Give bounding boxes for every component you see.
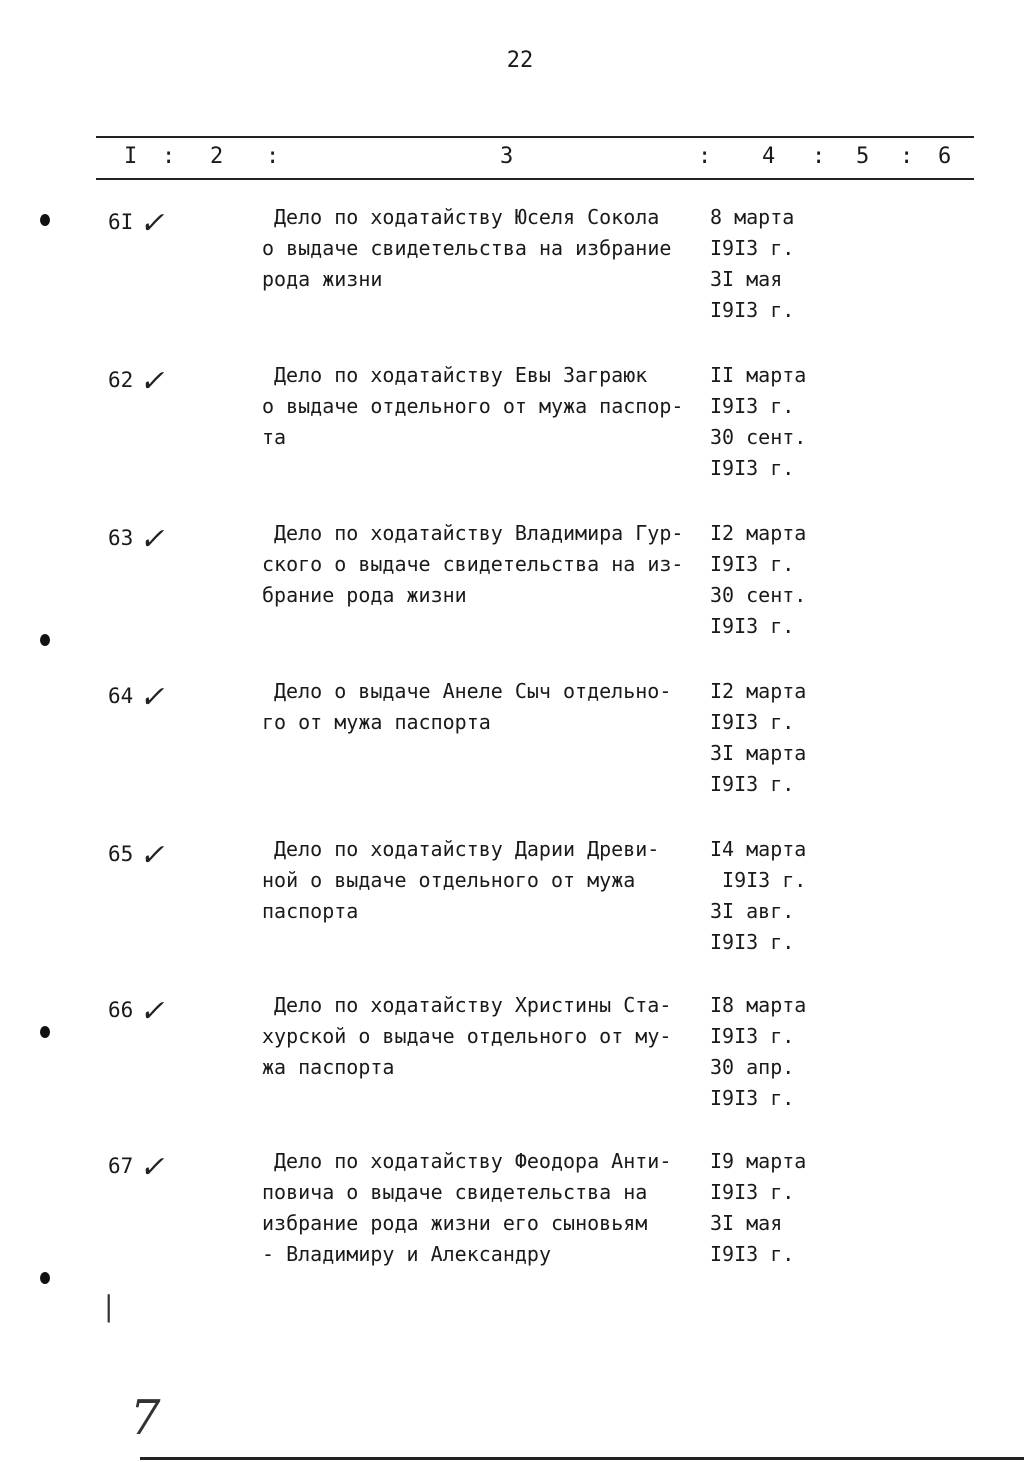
- binder-hole: [40, 634, 50, 646]
- row-description: Дело по ходатайству Феодора Анти- повича о выдаче свидетельства на избрание рода жизни его сыновьям - Владимиру и Александру: [262, 1149, 672, 1266]
- binder-hole: [40, 214, 50, 226]
- row-number: 62 ✓: [108, 364, 165, 399]
- row-number: 65 ✓: [108, 838, 165, 873]
- header-col-6: 6: [938, 144, 952, 169]
- check-mark-icon: ✓: [139, 994, 165, 1029]
- header-rule-bottom: [96, 178, 974, 180]
- header-sep: :: [812, 144, 826, 169]
- page-number: 22: [506, 48, 534, 73]
- row-dates: I9 марта I9I3 г. 3I мая I9I3 г.: [710, 1149, 807, 1266]
- row-description: Дело по ходатайству Юселя Сокола о выдаче свидетельства на избрание рода жизни: [262, 205, 672, 291]
- check-mark-icon: ✓: [139, 206, 165, 241]
- header-rule-top: [96, 136, 974, 138]
- row-number: 6I ✓: [108, 206, 165, 241]
- header-sep: :: [266, 144, 280, 169]
- row-number: 67 ✓: [108, 1150, 165, 1185]
- row-dates: I8 марта I9I3 г. 30 апр. I9I3 г.: [710, 993, 807, 1110]
- row-dates: I2 марта I9I3 г. 3I марта I9I3 г.: [710, 679, 807, 796]
- binder-hole: [40, 1026, 50, 1038]
- row-dates: I4 марта I9I3 г. 3I авг. I9I3 г.: [710, 837, 807, 954]
- check-mark-icon: ✓: [139, 364, 165, 399]
- row-description: Дело о выдаче Анеле Сыч отдельно- го от мужа паспорта: [262, 679, 672, 734]
- footer-rule: [140, 1457, 1024, 1460]
- check-mark-icon: ✓: [139, 1150, 165, 1185]
- row-number: 64 ✓: [108, 680, 165, 715]
- row-dates: I2 марта I9I3 г. 30 сент. I9I3 г.: [710, 521, 807, 638]
- row-description: Дело по ходатайству Христины Ста- хурской о выдаче отдельного от му- жа паспорта: [262, 993, 672, 1079]
- check-mark-icon: ✓: [139, 838, 165, 873]
- row-number: 63 ✓: [108, 522, 165, 557]
- check-mark-icon: ✓: [139, 522, 165, 557]
- row-description: Дело по ходатайству Владимира Гур- ского о выдаче свидетельства на из- брание рода жизни: [262, 521, 684, 607]
- header-col-3: 3: [500, 144, 514, 169]
- header-sep: :: [698, 144, 712, 169]
- header-col-4: 4: [762, 144, 776, 169]
- row-dates: 8 марта I9I3 г. 3I мая I9I3 г.: [710, 205, 795, 322]
- header-sep: :: [900, 144, 914, 169]
- check-mark-icon: ✓: [139, 680, 165, 715]
- margin-stroke: |: [104, 1290, 114, 1323]
- header-col-2: 2: [210, 144, 224, 169]
- header-col-5: 5: [856, 144, 870, 169]
- row-number: 66 ✓: [108, 994, 165, 1029]
- row-dates: II марта I9I3 г. 30 сент. I9I3 г.: [710, 363, 807, 480]
- handwritten-note: 7: [130, 1390, 161, 1446]
- row-description: Дело по ходатайству Дарии Древи- ной о выдаче отдельного от мужа паспорта: [262, 837, 660, 923]
- header-sep: :: [162, 144, 176, 169]
- row-description: Дело по ходатайству Евы Заграюк о выдаче отдельного от мужа паспор- та: [262, 363, 684, 449]
- binder-hole: [40, 1272, 50, 1284]
- header-col-1: I: [124, 144, 138, 169]
